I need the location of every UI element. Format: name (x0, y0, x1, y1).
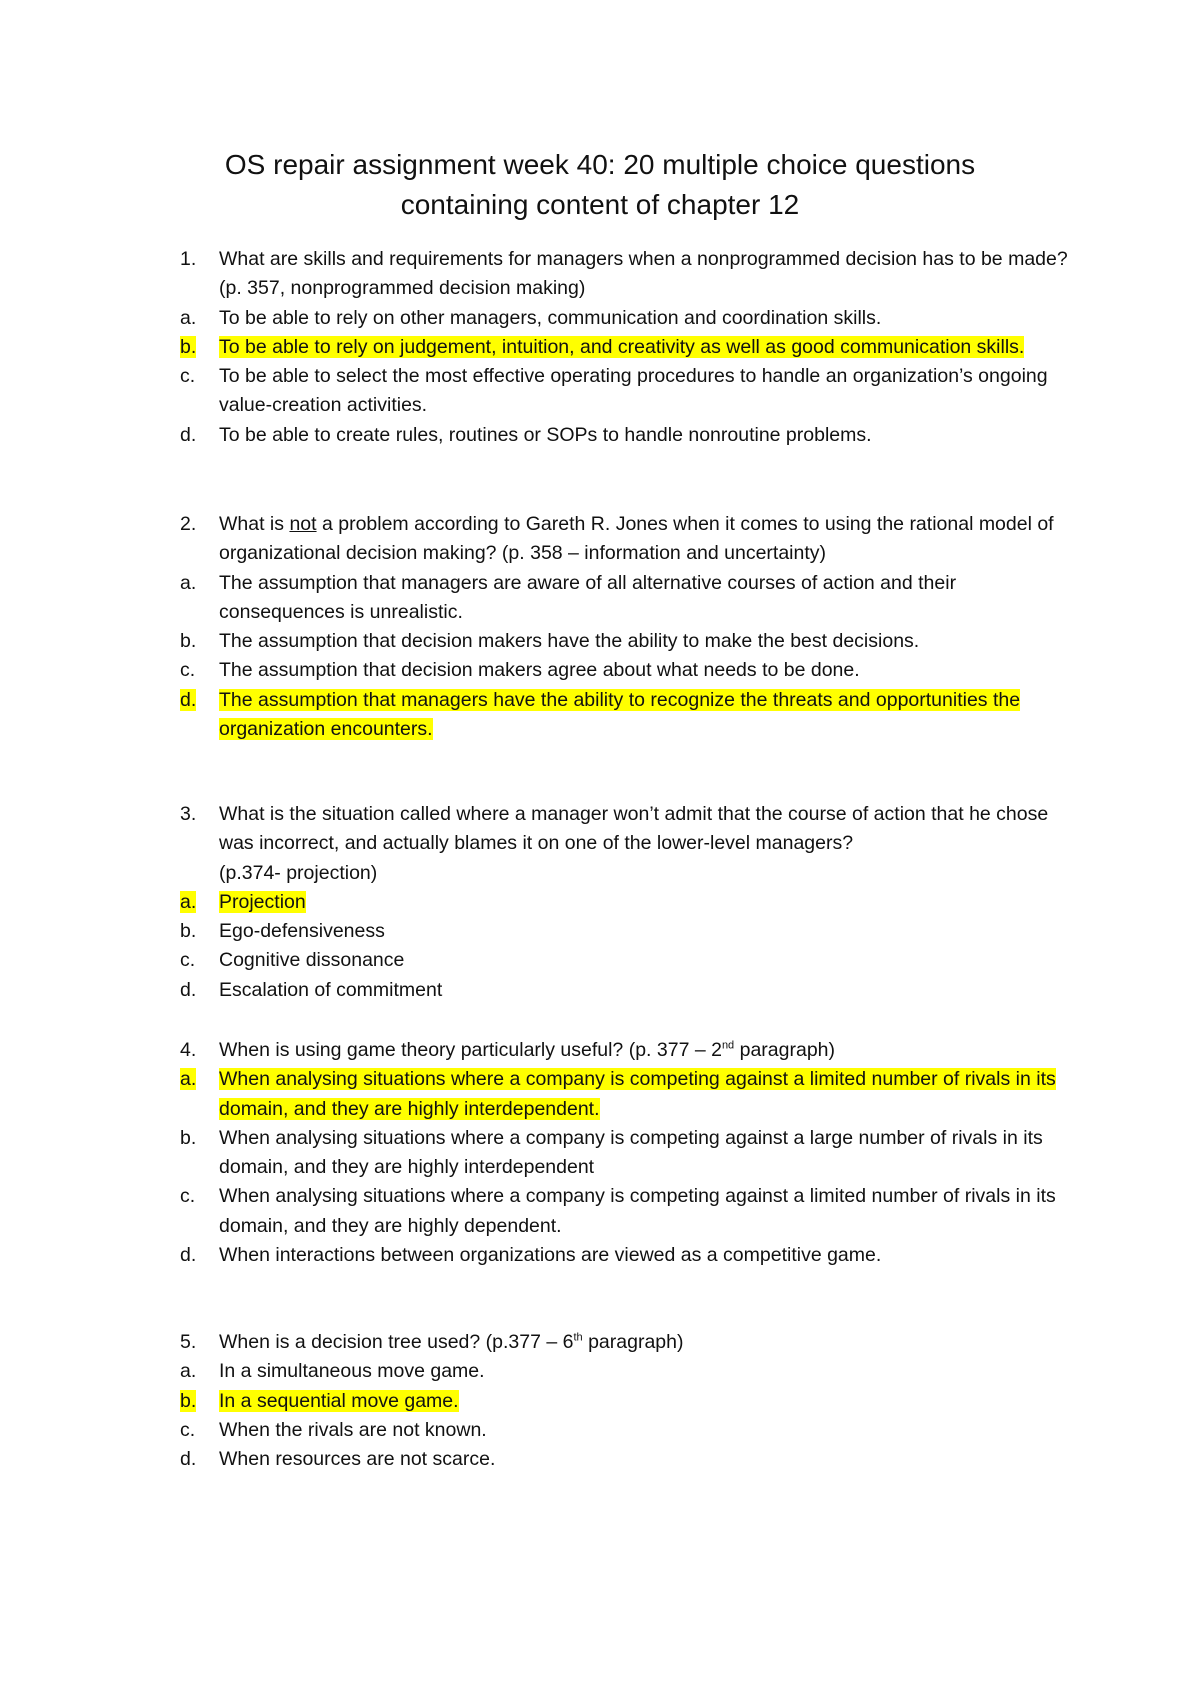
question-number: 5. (180, 1331, 197, 1353)
title-line-2: containing content of chapter 12 (400, 189, 800, 220)
option-text: To be able to rely on other managers, communication and coordination skills. (219, 306, 882, 329)
question-text: When is a decision tree used? (p.377 – 6th paragraph) (219, 1331, 684, 1353)
question-1-stem (180, 245, 1080, 304)
question-number: 1. (180, 248, 197, 270)
option-d (180, 976, 1080, 1005)
option-marker: d. (180, 978, 197, 1001)
option-text: To be able to create rules, routines or SOPs to handle nonroutine problems. (219, 423, 872, 446)
option-text: When interactions between organizations are viewed as a competitive game. (219, 1244, 882, 1267)
option-text: When resources are not scarce. (219, 1448, 496, 1471)
question-3-stem (180, 800, 1080, 888)
option-text: To be able to select the most effective operating procedures to handle an organization’s ongoing value-creation activities. (219, 365, 1048, 417)
page-reference: (p.374- projection) (219, 861, 378, 884)
option-text: Cognitive dissonance (219, 949, 405, 972)
option-text: In a simultaneous move game. (219, 1360, 485, 1383)
question-4-stem (180, 1036, 1080, 1065)
option-d-correct (180, 686, 1080, 745)
option-text: The assumption that managers are aware of all alternative courses of action and their consequences is unrealistic. (219, 571, 957, 623)
underlined-word: not (289, 513, 317, 535)
question-number: 2. (180, 513, 197, 535)
option-d (180, 1241, 1080, 1270)
question-1 (180, 245, 1080, 450)
option-text-highlighted: When analysing situations where a company is competing against a limited number of rivals in its domain, and they are highly interdependent. (219, 1068, 1056, 1120)
option-text: The assumption that decision makers agree about what needs to be done. (219, 659, 860, 682)
option-marker: b. (180, 630, 197, 653)
option-c (180, 362, 1080, 421)
question-number: 3. (180, 803, 197, 825)
option-text: Ego-defensiveness (219, 920, 385, 943)
option-marker: c. (180, 365, 196, 388)
question-text: What is the situation called where a manager won’t admit that the course of action that he chose was incorrect, and actually blames it on one of the lower-level managers? (p.374- projection) (219, 803, 1049, 884)
option-text: When the rivals are not known. (219, 1418, 487, 1441)
option-marker: c. (180, 659, 196, 682)
option-d (180, 1445, 1080, 1474)
question-text: What is not a problem according to Gareth R. Jones when it comes to using the rational model of organizational decision making? (p. 358 – information and uncertainty) (219, 513, 1054, 565)
option-a-correct (180, 888, 1080, 917)
option-text-highlighted: The assumption that managers have the ability to recognize the threats and opportunities the organization encounters. (219, 688, 1021, 741)
option-a (180, 569, 1080, 628)
option-marker: d. (180, 1448, 197, 1471)
option-c (180, 946, 1080, 975)
option-b (180, 917, 1080, 946)
option-marker: a. (180, 571, 197, 594)
question-number: 4. (180, 1039, 197, 1061)
question-text: What are skills and requirements for managers when a nonprogrammed decision has to be made? (p. 357, nonprogrammed decision making) (219, 248, 1068, 300)
option-b-correct (180, 1387, 1080, 1416)
option-marker: a. (180, 890, 197, 913)
option-text: The assumption that decision makers have the ability to make the best decisions. (219, 630, 920, 653)
option-d (180, 421, 1080, 450)
option-a-correct (180, 1065, 1080, 1124)
option-text: When analysing situations where a company is competing against a large number of rivals in its domain, and they are highly interdependent (219, 1126, 1043, 1179)
option-marker: a. (180, 1068, 197, 1091)
question-2-stem (180, 510, 1080, 569)
option-marker: a. (180, 1360, 197, 1383)
option-marker: c. (180, 1185, 196, 1208)
document-title (0, 145, 1200, 225)
option-text: Escalation of commitment (219, 978, 443, 1001)
question-3 (180, 800, 1080, 1005)
option-marker: c. (180, 949, 196, 972)
option-c (180, 656, 1080, 685)
option-a (180, 304, 1080, 333)
question-4 (180, 1036, 1080, 1270)
option-a (180, 1357, 1080, 1386)
question-text: When is using game theory particularly useful? (p. 377 – 2nd paragraph) (219, 1039, 836, 1061)
option-marker: c. (180, 1418, 196, 1441)
option-marker: d. (180, 1244, 197, 1267)
question-5 (180, 1328, 1080, 1474)
title-line-1: OS repair assignment week 40: 20 multiple choice questions (224, 149, 976, 180)
option-c (180, 1416, 1080, 1445)
option-marker: b. (180, 1389, 197, 1412)
option-b (180, 627, 1080, 656)
option-marker: b. (180, 1126, 197, 1149)
option-marker: d. (180, 423, 197, 446)
question-5-stem (180, 1328, 1080, 1357)
option-text-highlighted: To be able to rely on judgement, intuition, and creativity as well as good communication skills. (219, 335, 1025, 358)
question-2 (180, 510, 1080, 744)
option-b-correct (180, 333, 1080, 362)
option-b (180, 1124, 1080, 1183)
option-text-highlighted: In a sequential move game. (219, 1389, 459, 1412)
option-text: When analysing situations where a company is competing against a limited number of rivals in its domain, and they are highly dependent. (219, 1185, 1056, 1237)
option-marker: b. (180, 335, 197, 358)
option-c (180, 1182, 1080, 1241)
option-marker: a. (180, 306, 197, 329)
option-text-highlighted: Projection (219, 890, 306, 913)
option-marker: b. (180, 920, 197, 943)
option-marker: d. (180, 688, 197, 711)
